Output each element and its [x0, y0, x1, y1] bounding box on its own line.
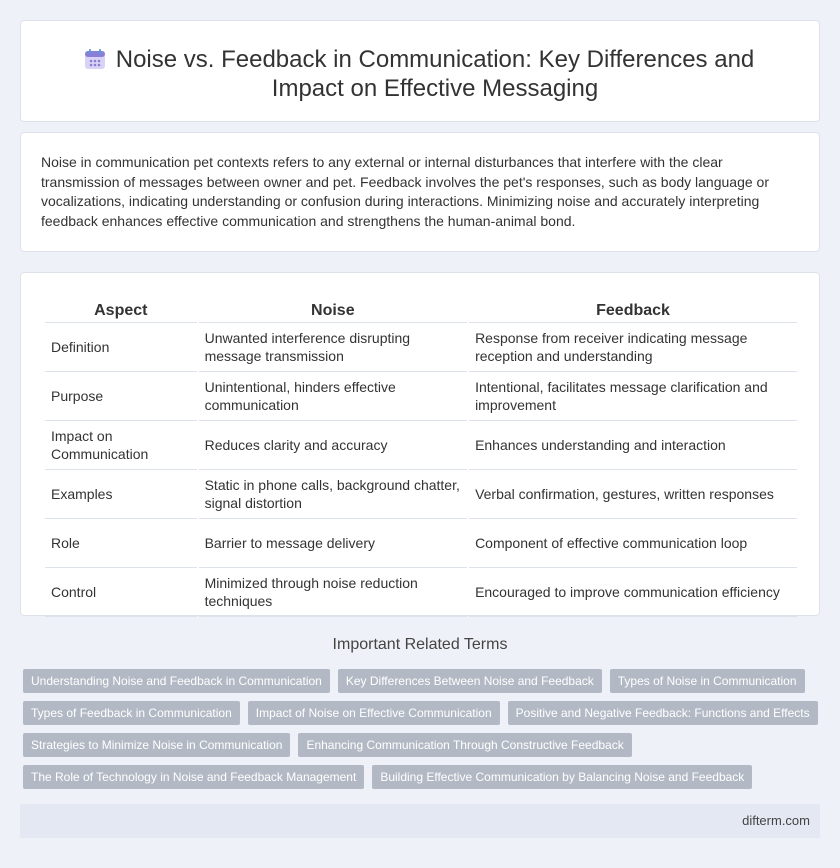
- table-row: [45, 421, 797, 470]
- title-card: [20, 20, 820, 122]
- footer-site-link[interactable]: difterm.com: [742, 813, 810, 828]
- related-term-tag[interactable]: Building Effective Communication by Balancing Noise and Feedback: [372, 765, 752, 789]
- aspect-cell: Examples: [45, 470, 197, 519]
- intro-card: [20, 132, 820, 252]
- table-row: [45, 568, 797, 617]
- related-term-tag[interactable]: Impact of Noise on Effective Communication: [248, 701, 500, 725]
- noise-cell: Unwanted interference disrupting message transmission: [199, 323, 467, 372]
- aspect-cell: Impact on Communication: [45, 421, 197, 470]
- feedback-cell: Verbal confirmation, gestures, written responses: [469, 470, 797, 519]
- related-term-tag[interactable]: Understanding Noise and Feedback in Communication: [23, 669, 330, 693]
- tag-row: [23, 669, 823, 693]
- feedback-cell: Encouraged to improve communication efficiency: [469, 568, 797, 617]
- footer: [20, 804, 820, 838]
- related-term-tag[interactable]: The Role of Technology in Noise and Feedback Management: [23, 765, 364, 789]
- noise-cell: Reduces clarity and accuracy: [199, 421, 467, 470]
- feedback-cell: Intentional, facilitates message clarification and improvement: [469, 372, 797, 421]
- table-row: [45, 372, 797, 421]
- related-term-tag[interactable]: Types of Feedback in Communication: [23, 701, 240, 725]
- intro-paragraph: Noise in communication pet contexts refers to any external or internal disturbances that interfere with the clear transmission of messages between owner and pet. Feedback involves the pet's responses, such as body language or vocalizations, indicating understanding or confusion during interactions. Minimizing noise and accurately interpreting feedback enhances effective communication and strengthens the human-animal bond.: [41, 154, 769, 229]
- aspect-cell: Definition: [45, 323, 197, 372]
- related-term-tag[interactable]: Positive and Negative Feedback: Functions and Effects: [508, 701, 818, 725]
- comparison-card: [20, 272, 820, 616]
- table-header-row: [45, 297, 797, 323]
- noise-cell: Unintentional, hinders effective communication: [199, 372, 467, 421]
- aspect-cell: Control: [45, 568, 197, 617]
- noise-cell: Barrier to message delivery: [199, 519, 467, 568]
- related-term-tag[interactable]: Enhancing Communication Through Constructive Feedback: [298, 733, 631, 757]
- feedback-cell: Enhances understanding and interaction: [469, 421, 797, 470]
- tag-row: [23, 733, 823, 757]
- noise-cell: Static in phone calls, background chatter, signal distortion: [199, 470, 467, 519]
- header-feedback: Feedback: [469, 297, 797, 323]
- related-term-tag[interactable]: Strategies to Minimize Noise in Communication: [23, 733, 290, 757]
- header-aspect: Aspect: [45, 297, 197, 323]
- related-term-tag[interactable]: Key Differences Between Noise and Feedback: [338, 669, 602, 693]
- page-title: Noise vs. Feedback in Communication: Key Differences and Impact on Effective Messaging: [115, 46, 755, 102]
- header-noise: Noise: [199, 297, 467, 323]
- feedback-cell: Component of effective communication loop: [469, 519, 797, 568]
- aspect-cell: Purpose: [45, 372, 197, 421]
- comparison-table: [43, 297, 799, 617]
- related-term-tag[interactable]: Types of Noise in Communication: [610, 669, 805, 693]
- related-terms-list: [23, 669, 823, 797]
- aspect-cell: Role: [45, 519, 197, 568]
- table-row: [45, 519, 797, 568]
- tag-row: [23, 701, 823, 725]
- tag-row: [23, 765, 823, 789]
- related-terms-heading: Important Related Terms: [332, 636, 508, 653]
- noise-cell: Minimized through noise reduction techniques: [199, 568, 467, 617]
- table-row: [45, 323, 797, 372]
- table-row: [45, 470, 797, 519]
- feedback-cell: Response from receiver indicating message reception and understanding: [469, 323, 797, 372]
